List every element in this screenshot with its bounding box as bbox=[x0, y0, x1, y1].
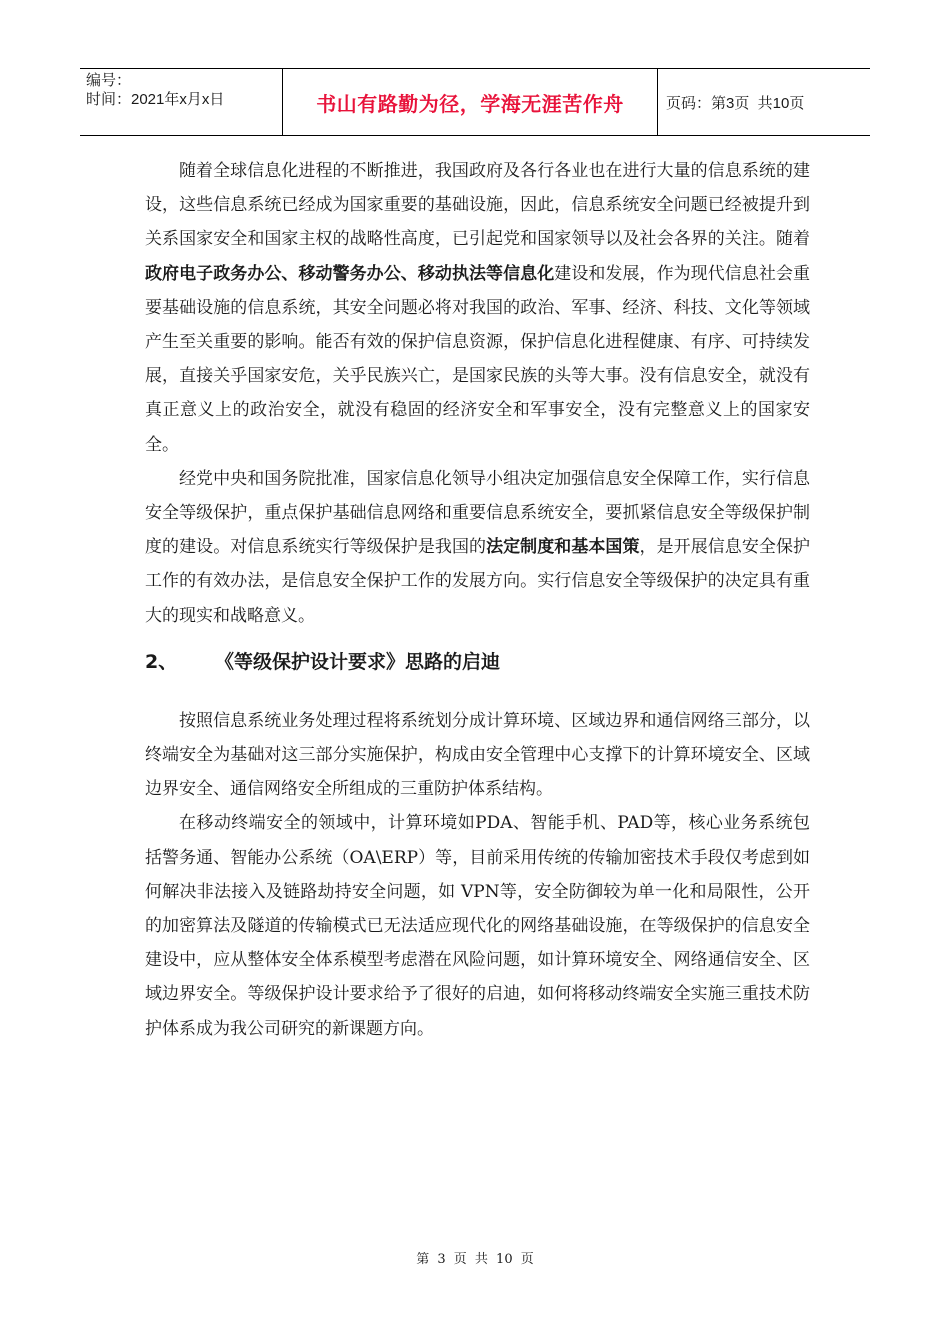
document-body bbox=[145, 154, 810, 1046]
paragraph-2-bold: 法定制度和基本国策 bbox=[486, 537, 640, 558]
paragraph-1-bold: 政府电子政务办公、移动警务办公、移动执法等信息化 bbox=[145, 263, 555, 284]
paragraph-3: 按照信息系统业务处理过程将系统划分成计算环境、区域边界和通信网络三部分，以终端安全为基础对这三部分实施保护，构成由安全管理中心支撑下的计算环境安全、区域边界安全、通信网络安全所组成的三重防护体系结构。 bbox=[145, 710, 810, 800]
number-label: 编号： bbox=[86, 72, 132, 89]
paragraph-2-text-b: ，是开展信息安全保护工作的有效办法，是信息安全保护工作的发展方向。实行信息安全等级保护的决定具有重大的现实和战略意义。 bbox=[145, 537, 811, 626]
page-footer: 第 3 页 共 10 页 bbox=[416, 1252, 534, 1267]
paragraph-2-text-a: 经党中央和国务院批准，国家信息化领导小组决定加强信息安全保障工作，实行信息安全等级保护，重点保护基础信息网络和重要信息系统安全，要抓紧信息安全等级保护制度的建设。对信息系统实行等级保护是我国的 bbox=[145, 468, 810, 558]
section-number: 2、 bbox=[145, 650, 178, 673]
paragraph-4: 在移动终端安全的领域中，计算环境如PDA、智能手机、PAD等，核心业务系统包括警务通、智能办公系统（OA\ERP）等，目前采用传统的传输加密技术手段仅考虑到如何解决非法接入及链路劫持安全问题，如 VPN等，安全防御较为单一化和局限性，公开的加密算法及隧道的传输模式已无法适应现代化的网络基础设施，在等级保护的信息安全建设中，应从整体安全体系模型考虑潜在风险问题，如计算环境安全、网络通信安全、区域边界安全。等级保护设计要求给予了很好的启迪，如何将移动终端安全实施三重技术防护体系成为我公司研究的新课题方向。 bbox=[145, 813, 810, 1039]
header-table bbox=[80, 68, 870, 136]
paragraph-1-text-a: 随着全球信息化进程的不断推进，我国政府及各行各业也在进行大量的信息系统的建设，这些信息系统已经成为国家重要的基础设施，因此，信息系统安全问题已经被提升到关系国家安全和国家主权的战略性高度，已引起党和国家领导以及社会各界的关注。随着 bbox=[145, 161, 810, 250]
header-motto: 书山有路勤为径，学海无涯苦作舟 bbox=[283, 69, 658, 135]
header-page-info bbox=[658, 69, 870, 135]
header-meta bbox=[80, 69, 283, 135]
time-label: 时间：2021年x月x日 bbox=[86, 91, 225, 108]
section-title: 《等级保护设计要求》思路的启迪 bbox=[215, 650, 501, 673]
paragraph-1 bbox=[145, 154, 810, 462]
page-label: 页码：第3页 共10页 bbox=[666, 94, 805, 112]
section-heading bbox=[145, 647, 810, 674]
paragraph-2 bbox=[145, 462, 810, 633]
paragraph-1-text-b: 建设和发展，作为现代信息社会重要基础设施的信息系统，其安全问题必将对我国的政治、军事、经济、科技、文化等领域产生至关重要的影响。能否有效的保护信息资源，保护信息化进程健康、有序、可持续发展，直接关乎国家安危，关乎民族兴亡，是国家民族的头等大事。没有信息安全，就没有真正意义上的政治安全，就没有稳固的经济安全和军事安全，没有完整意义上的国家安全。 bbox=[145, 263, 811, 455]
